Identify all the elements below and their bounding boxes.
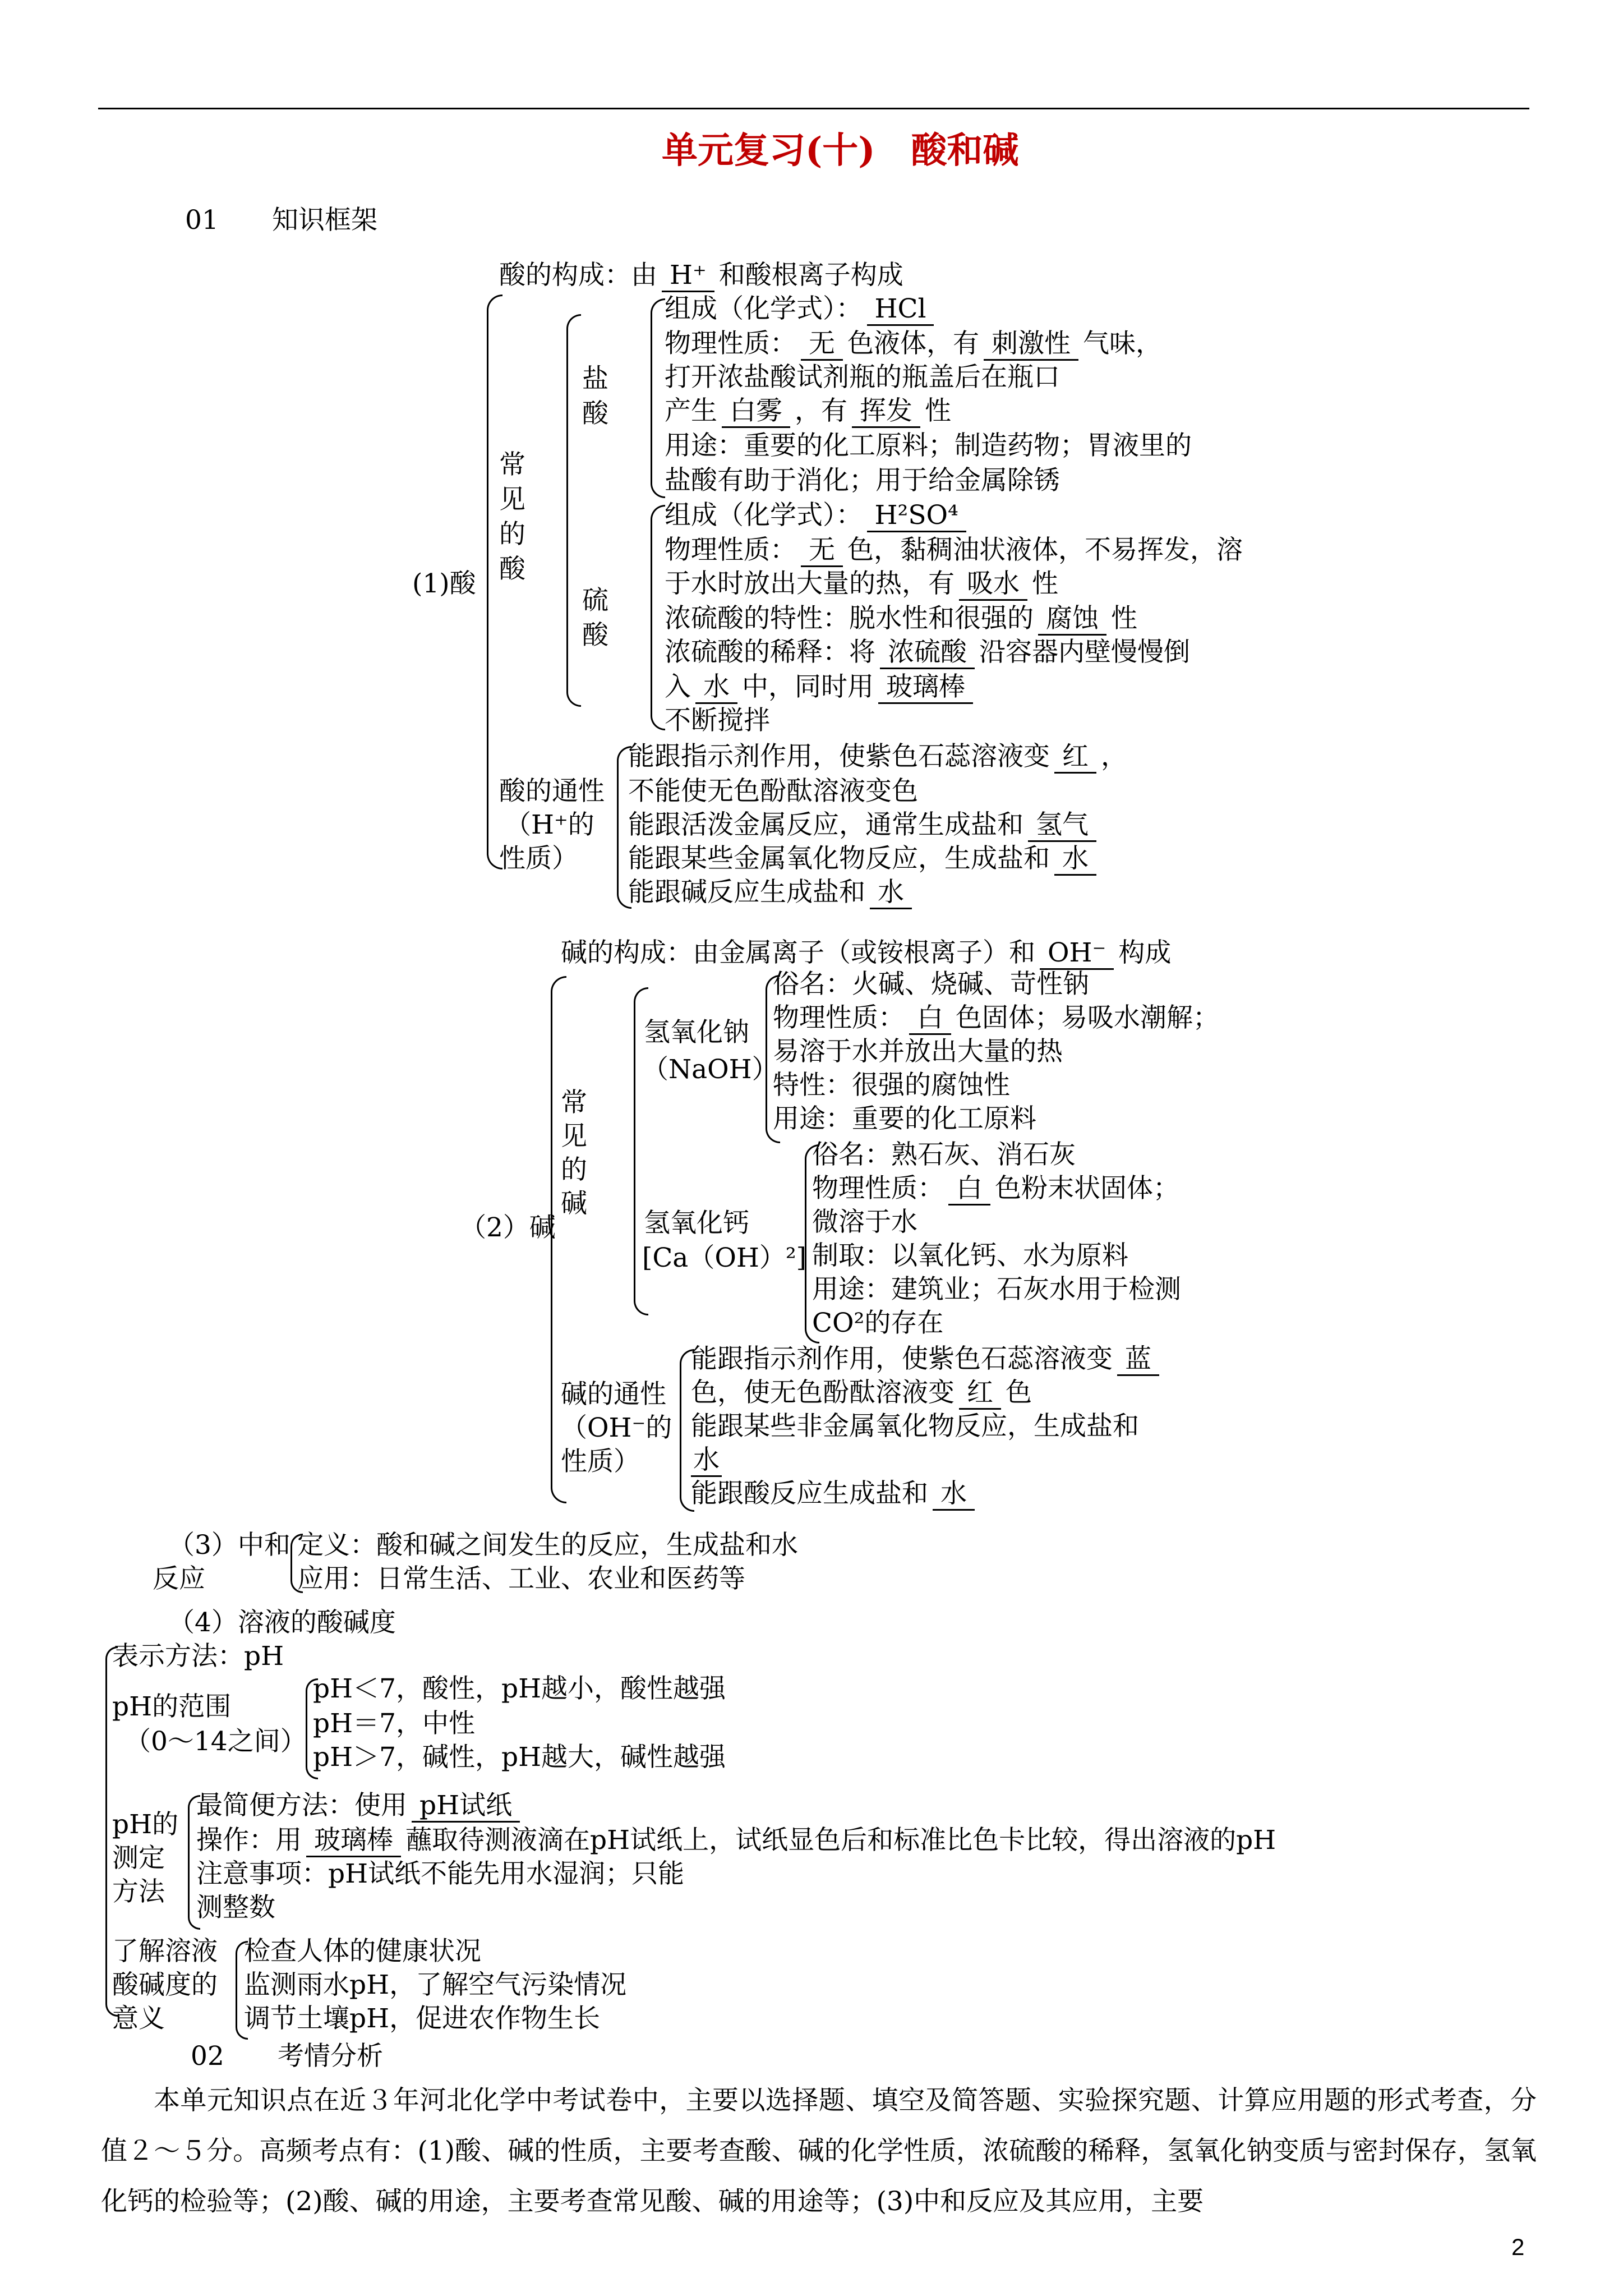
caoh-label: [Ca（OH）²]: [642, 1243, 807, 1273]
acid-general-label: 性质）: [499, 843, 578, 874]
base-general-label: 性质）: [561, 1446, 640, 1477]
base-general-line: 能跟酸反应生成盐和 水: [691, 1476, 979, 1511]
caoh-line: 用途：建筑业；石灰水用于检测: [812, 1274, 1181, 1305]
base-general-label: （OH⁻的: [561, 1412, 672, 1443]
ph-range-item: pH＞7，碱性，pH越大，碱性越强: [313, 1742, 726, 1773]
hcl-label-2: 酸: [582, 398, 608, 429]
h2so4-line: 于水时放出大量的热，有 吸水 性: [665, 567, 1058, 601]
naoh-line: 特性：很强的腐蚀性: [773, 1070, 1010, 1101]
acid-general-label: 酸的通性: [499, 776, 605, 807]
neutral-line: 定义：酸和碱之间发生的反应，生成盐和水: [297, 1530, 798, 1561]
base-composition: 碱的构成：由金属离子（或铵根离子）和 OH⁻ 构成: [561, 936, 1171, 970]
hcl-line: 产生 白雾 ，有 挥发 性: [665, 394, 951, 429]
ph-range-label: （0～14之间）: [125, 1726, 307, 1757]
section-label: 知识框架: [272, 205, 377, 236]
caoh-line: 物理性质： 白 色粉末状固体；: [812, 1171, 1179, 1206]
neutral-head: 反应: [153, 1563, 205, 1594]
naoh-line: 易溶于水并放出大量的热: [773, 1036, 1063, 1067]
neutral-head: （3）中和: [168, 1530, 291, 1561]
caoh-label: 氢氧化钙: [644, 1208, 749, 1239]
section-label: 考情分析: [278, 2041, 383, 2072]
base-general-line: 色，使无色酚酞溶液变 红 色: [691, 1375, 1032, 1410]
h2so4-line: 浓硫酸的稀释：将 浓硫酸 沿容器内壁慢慢倒: [665, 635, 1190, 670]
page-number: 2: [1511, 2234, 1525, 2260]
naoh-line: 俗名：火碱、烧碱、苛性钠: [773, 969, 1089, 1000]
ph-meaning-label: 意义: [112, 2003, 165, 2034]
acid-composition: 酸的构成：由 H⁺ 和酸根离子构成: [499, 258, 903, 293]
ph-range-item: pH＝7，中性: [313, 1708, 475, 1739]
caoh-line: 微溶于水: [812, 1207, 917, 1237]
common-acid-label-1: 常: [499, 449, 525, 480]
acid-general-line: 能跟某些金属氧化物反应，生成盐和 水: [628, 841, 1101, 876]
common-base-label-4: 碱: [561, 1188, 587, 1219]
common-base-label-2: 见: [561, 1121, 587, 1152]
common-base-label-3: 的: [561, 1154, 587, 1185]
naoh-line: 用途：重要的化工原料: [773, 1103, 1036, 1134]
ph-method-line: 操作：用 玻璃棒 蘸取待测液滴在pH试纸上，试纸显色后和标准比色卡比较，得出溶液的pH: [196, 1823, 1276, 1858]
common-acid-label-3: 的: [499, 519, 525, 550]
ph-method-line: 注意事项：pH试纸不能先用水湿润；只能: [196, 1858, 685, 1889]
base-general-line: 能跟指示剂作用，使紫色石蕊溶液变 蓝: [691, 1342, 1164, 1377]
hcl-line: 盐酸有助于消化；用于给金属除锈: [665, 465, 1060, 496]
ph-meaning-item: 监测雨水pH，了解空气污染情况: [244, 1970, 627, 2000]
acid-general-line: 能跟指示剂作用，使紫色石蕊溶液变 红 ，: [628, 739, 1127, 774]
common-acid-brace: [566, 314, 581, 707]
caoh-line: 俗名：熟石灰、消石灰: [812, 1139, 1076, 1170]
caoh-line: CO²的存在: [812, 1308, 944, 1338]
ph-meaning-label: 酸碱度的: [112, 1970, 218, 2000]
ph-method-line: 最简便方法：使用 pH试纸: [196, 1788, 524, 1823]
ph-range-item: pH＜7，酸性，pH越小，酸性越强: [313, 1673, 726, 1704]
acid-general-label: （H⁺的: [505, 809, 594, 840]
acid-general-line: 能跟活泼金属反应，通常生成盐和 氢气: [628, 808, 1101, 843]
ph-method-label: pH的: [112, 1809, 179, 1840]
h2so4-label-1: 硫: [582, 585, 608, 616]
hcl-brace: [651, 298, 665, 498]
page-title: 单元复习(十) 酸和碱: [662, 130, 1019, 172]
ph-head: （4）溶液的酸碱度: [168, 1607, 396, 1638]
base-general-line: 能跟某些非金属氧化物反应，生成盐和: [691, 1411, 1139, 1442]
ph-range-label: pH的范围: [112, 1691, 232, 1722]
ph-method-label: 方法: [112, 1876, 165, 1907]
acid-general-line: 不能使无色酚酞溶液变色: [628, 776, 918, 807]
ph-method-label: 测定: [112, 1843, 165, 1874]
h2so4-line: 组成（化学式）： H²SO⁴: [665, 498, 971, 533]
hcl-line: 打开浓盐酸试剂瓶的瓶盖后在瓶口: [665, 362, 1060, 393]
naoh-label: 氢氧化钠: [644, 1017, 749, 1048]
acid-head: (1)酸: [412, 568, 476, 599]
h2so4-line: 不断搅拌: [665, 705, 770, 736]
common-acid-label-4: 酸: [499, 554, 525, 585]
hcl-label-1: 盐: [582, 364, 608, 394]
h2so4-line: 入 水 中，同时用 玻璃棒: [665, 670, 978, 705]
common-base-label-1: 常: [561, 1087, 587, 1118]
base-general-label: 碱的通性: [561, 1379, 666, 1410]
section-number: 01: [185, 205, 219, 236]
neutral-line: 应用：日常生活、工业、农业和医药等: [297, 1563, 745, 1594]
ph-meaning-label: 了解溶液: [112, 1936, 218, 1967]
caoh-line: 制取：以氧化钙、水为原料: [812, 1240, 1128, 1271]
base-general-line: 水: [691, 1443, 722, 1478]
h2so4-line: 物理性质： 无 色，黏稠油状液体，不易挥发，溶: [665, 533, 1243, 568]
hcl-line: 用途：重要的化工原料；制造药物；胃液里的: [665, 430, 1192, 461]
base-head: （2）碱: [460, 1212, 556, 1243]
ph-method-line: 测整数: [196, 1892, 275, 1923]
hcl-line: 物理性质： 无 色液体，有 刺激性 气味，: [665, 326, 1162, 361]
analysis-paragraph: 本单元知识点在近３年河北化学中考试卷中，主要以选择题、填空及简答题、实验探究题、计算应用题的形式考查，分值２～５分。高频考点有：(1)酸、碱的性质，主要考查酸、碱的化学性质，浓硫酸的稀释，氢氧化钠变质与密封保存，氢氧化钙的检验等；(2)酸、碱的用途，主要考查常见酸、碱的用途等；(3)中和反应及其应用，主要: [101, 2085, 1537, 2217]
hcl-line: 组成（化学式）： HCl: [665, 292, 938, 326]
acid-general-line: 能跟碱反应生成盐和 水: [628, 875, 916, 910]
section-number: 02: [191, 2041, 224, 2072]
ph-express: 表示方法：pH: [112, 1641, 284, 1672]
ph-meaning-item: 调节土壤pH，促进农作物生长: [244, 2003, 601, 2034]
naoh-line: 物理性质： 白 色固体；易吸水潮解；: [773, 1001, 1219, 1036]
h2so4-brace: [651, 505, 665, 730]
header-rule: [98, 108, 1529, 109]
common-acid-label-2: 见: [499, 484, 525, 515]
ph-meaning-item: 检查人体的健康状况: [244, 1936, 481, 1967]
naoh-label: （NaOH）: [642, 1054, 778, 1085]
h2so4-line: 浓硫酸的特性：脱水性和很强的 腐蚀 性: [665, 601, 1137, 636]
h2so4-label-2: 酸: [582, 620, 608, 651]
